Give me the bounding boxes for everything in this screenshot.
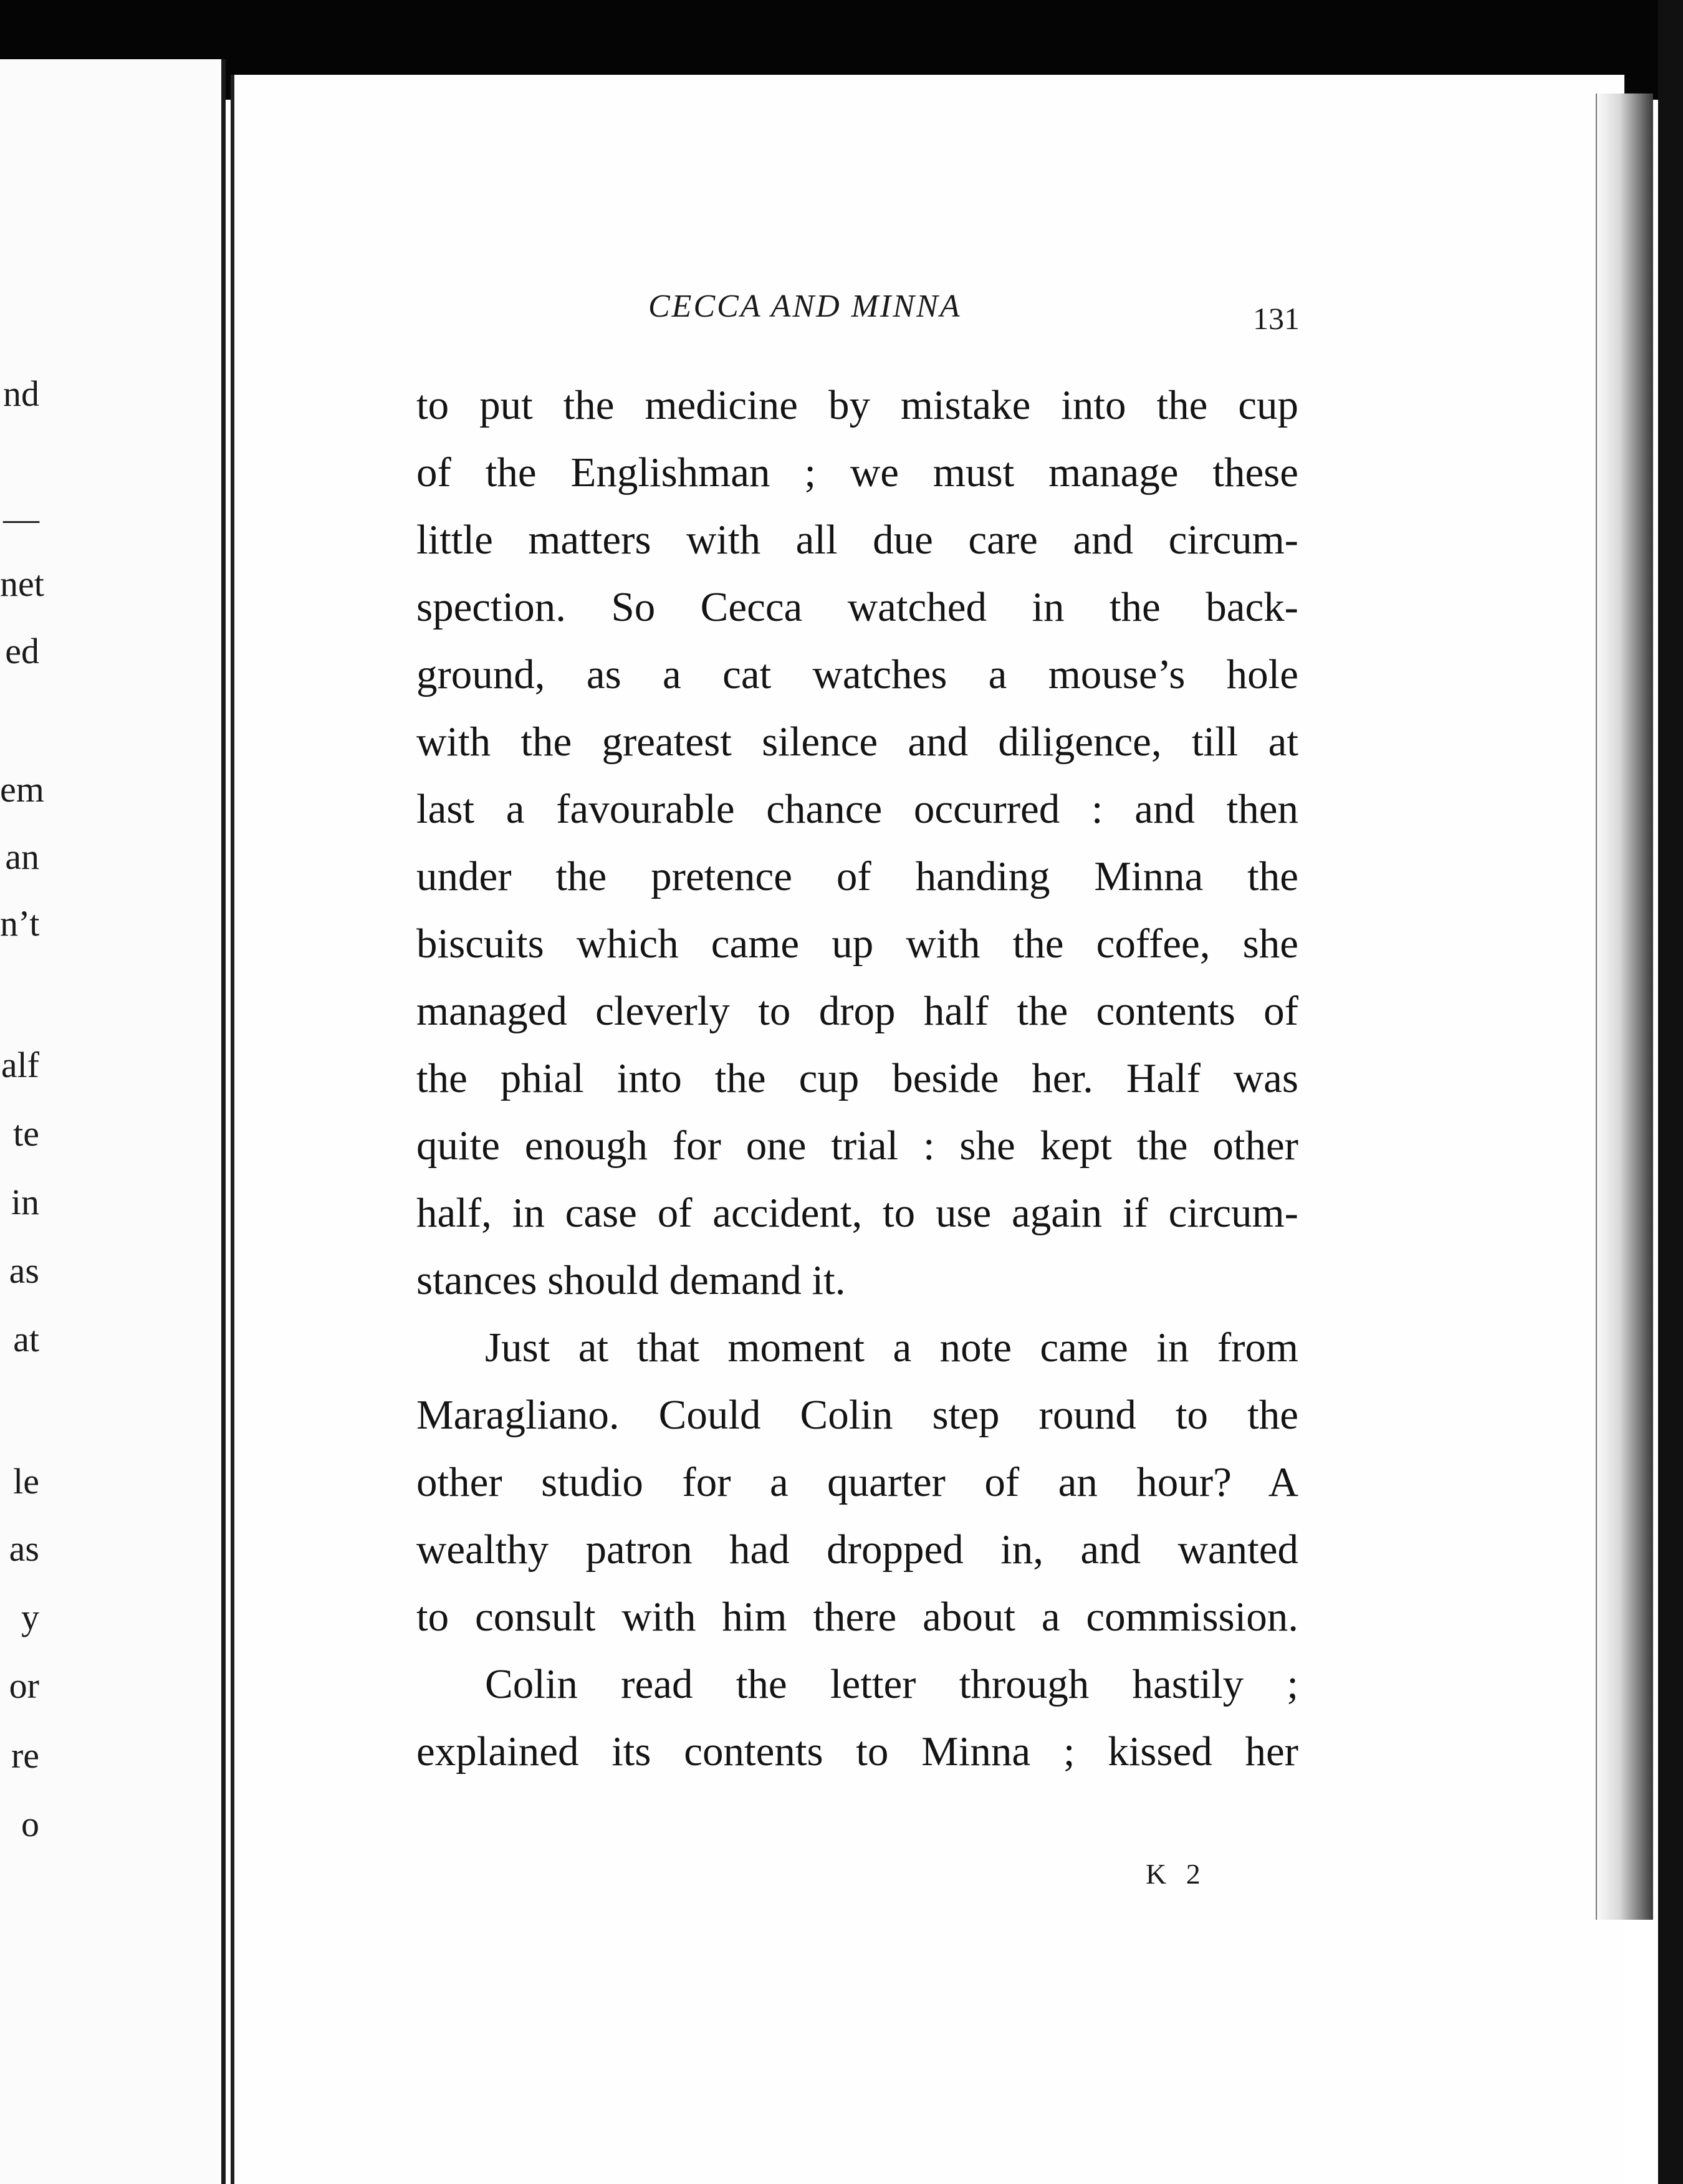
text-line: Maragliano. Could Colin step round to the (416, 1392, 1298, 1438)
scan-background-right (1658, 0, 1683, 2184)
left-fragment-line: ed (5, 631, 39, 671)
left-fragment-line: or (9, 1665, 39, 1706)
left-fragment-line: at (13, 1319, 39, 1359)
text-line: to consult with him there about a commission. (416, 1594, 1298, 1640)
left-fragment-line: — (3, 498, 39, 539)
body-text (416, 371, 1298, 1785)
left-fragment-line: o (21, 1804, 39, 1844)
text-line: under the pretence of handing Minna the (416, 853, 1298, 899)
left-fragment-line: re (11, 1735, 39, 1776)
text-line: quite enough for one trial : she kept the other (416, 1123, 1298, 1169)
text-line: half, in case of accident, to use again if circum- (416, 1190, 1298, 1236)
text-line: of the Englishman ; we must manage these (416, 449, 1298, 496)
left-fragment-line: n’t (0, 903, 40, 944)
left-fragment-line: y (21, 1597, 39, 1637)
text-line: biscuits which came up with the coffee, she (416, 921, 1298, 967)
left-fragment-line: alf (1, 1045, 39, 1085)
left-fragment-line: em (0, 769, 44, 810)
left-fragment-line: te (13, 1113, 39, 1154)
left-fragment-line: as (9, 1250, 39, 1291)
text-line: to put the medicine by mistake into the cup (416, 382, 1298, 428)
text-line: Just at that moment a note came in from (485, 1324, 1298, 1371)
text-line: managed cleverly to drop half the contents of (416, 988, 1298, 1034)
signature-mark: K 2 (1146, 1858, 1207, 1890)
running-head: CECCA AND MINNA (648, 289, 962, 324)
left-fragment-line: net (0, 563, 44, 604)
left-fragment-line: in (11, 1182, 39, 1222)
text-line: explained its contents to Minna ; kissed her (416, 1728, 1298, 1775)
left-page-fragment (0, 59, 226, 2184)
text-line: ground, as a cat watches a mouse’s hole (416, 651, 1298, 697)
text-line: last a favourable chance occurred : and then (416, 786, 1298, 832)
left-fragment-line: as (9, 1528, 39, 1569)
page-number: 131 (1253, 301, 1300, 336)
text-line: other studio for a quarter of an hour? A (416, 1459, 1298, 1505)
text-line: Colin read the letter through hastily ; (485, 1661, 1298, 1707)
page-edge-shadow (1596, 93, 1653, 1920)
text-line: wealthy patron had dropped in, and wanted (416, 1526, 1298, 1573)
text-line: the phial into the cup beside her. Half was (416, 1055, 1298, 1101)
text-line: with the greatest silence and diligence, till at (416, 719, 1298, 765)
left-fragment-line: nd (3, 373, 39, 414)
left-fragment-line: an (5, 836, 39, 877)
text-line: spection. So Cecca watched in the back- (416, 584, 1298, 630)
left-fragment-line: le (13, 1461, 39, 1502)
text-line: stances should demand it. (416, 1257, 846, 1303)
text-line: little matters with all due care and circum- (416, 517, 1298, 563)
